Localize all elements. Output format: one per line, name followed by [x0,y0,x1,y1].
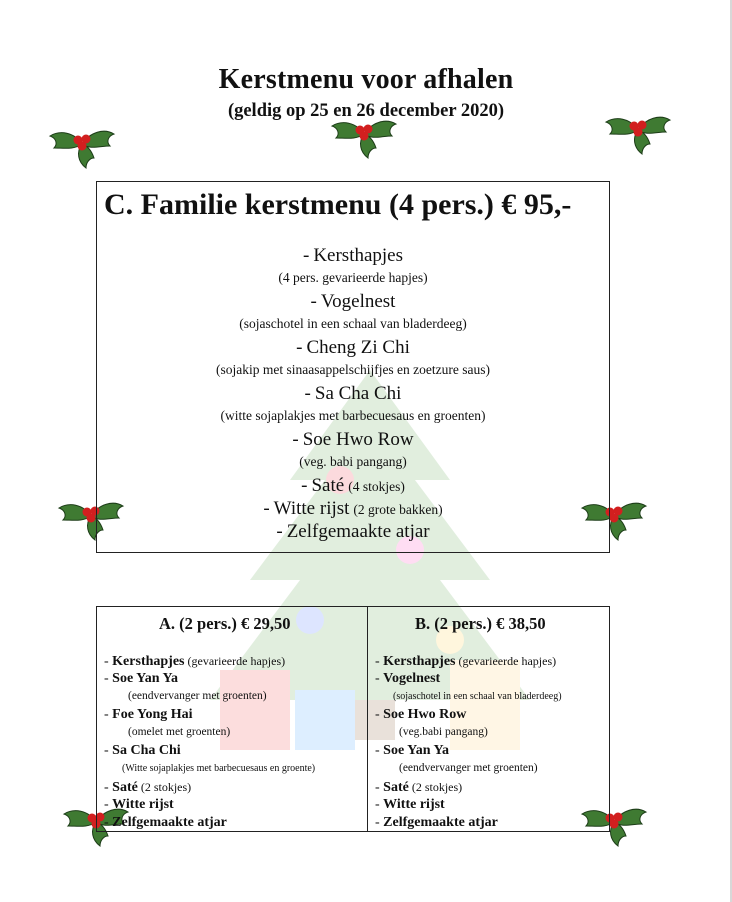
dish-description: (sojakip met sinaasappelschijfjes en zoetzure saus) [215,362,491,377]
dish-name: Witte rijst [383,797,445,812]
dish-name: Zelfgemaakte atjar [112,815,227,830]
dish-name: Soe Yan Ya [112,671,179,686]
menu-line [375,778,607,796]
holly-icon [46,118,118,170]
dish-note: (2 stokjes) [137,780,192,794]
menu-line [104,670,364,688]
dish-name: Kersthapjes [112,654,185,669]
item-dash: - [104,671,113,686]
item-dash: - [375,815,384,830]
menu-c-box [96,181,610,553]
dish-name: Soe Yan Ya [383,743,450,758]
menu-line [375,742,607,760]
menu-line [375,652,607,670]
menu-c-item [97,520,609,543]
dish-description: (sojaschotel in een schaal van bladerdeeg) [393,691,562,702]
item-dash: - [104,815,113,830]
item-dash: - [104,654,113,669]
menu-line [375,796,607,814]
item-dash: - [375,743,384,758]
item-dash: - [310,291,317,312]
dish-name: Kersthapjes [313,245,404,266]
menu-b-items [375,652,607,832]
dish-name: Saté [112,780,138,795]
item-dash: - [302,245,310,266]
menu-a-column [104,607,364,831]
dish-name: Soe Hwo Row [302,429,414,450]
menu-c-item [97,474,609,497]
menu-b-title: B. (2 pers.) € 38,50 [415,614,546,633]
item-dash: - [375,797,384,812]
dish-name: Sa Cha Chi [314,383,402,404]
dish-name: Witte rijst [273,498,350,519]
holly-icon [602,104,674,156]
dish-name: Zelfgemaakte atjar [286,521,430,542]
menu-line [104,742,364,760]
dish-name: Soe Hwo Row [383,707,467,722]
dish-description: (witte sojaplakjes met barbecuesaus en groenten) [220,408,486,423]
dish-name: Vogelnest [320,291,396,312]
item-dash: - [375,780,384,795]
item-dash: - [292,429,299,450]
dish-description: (veg.babi pangang) [399,726,488,738]
menu-line [104,652,364,670]
menu-c-item [97,428,609,451]
item-dash: - [104,743,113,758]
menu-a-title: A. (2 pers.) € 29,50 [159,614,291,633]
menu-c-item [97,497,609,520]
dish-name: Cheng Zi Chi [306,337,410,358]
menu-c-items [97,244,609,543]
menu-a-items [104,652,364,832]
item-dash: - [304,383,311,404]
menu-line [104,814,364,832]
menu-line [375,706,607,724]
dish-description: (Witte sojaplakjes met barbecuesaus en groente) [122,763,316,774]
dish-name: Saté [383,780,409,795]
dish-name: Kersthapjes [383,654,456,669]
dish-name: Witte rijst [112,797,174,812]
dish-description: (veg. babi pangang) [299,454,407,469]
menu-c-item [97,336,609,359]
dish-note: (2 grote bakken) [353,502,443,517]
menu-c-item [97,290,609,313]
item-dash: - [296,337,303,358]
dish-description: (sojaschotel in een schaal van bladerdeeg) [239,316,467,331]
dish-name: Zelfgemaakte atjar [383,815,498,830]
dish-note: (2 stokjes) [408,780,463,794]
dish-description: (omelet met groenten) [128,726,231,738]
dish-name: Vogelnest [383,671,441,686]
item-dash: - [375,707,384,722]
menu-line [104,706,364,724]
dish-description: (eendvervanger met groenten) [399,762,538,774]
holly-icon [328,108,400,160]
menu-line [375,814,607,832]
dish-name: Sa Cha Chi [112,743,181,758]
menu-ab-box [96,606,610,832]
item-dash: - [375,654,384,669]
dish-note: (gevarieerde hapjes) [455,654,557,668]
dish-name: Foe Yong Hai [112,707,193,722]
dish-name: Saté [311,475,345,496]
item-dash: - [104,797,113,812]
dish-note: (4 stokjes) [348,479,405,494]
menu-c-item [97,382,609,405]
item-dash: - [104,707,113,722]
item-dash: - [104,780,113,795]
dish-description: (eendvervanger met groenten) [128,690,267,702]
menu-line [104,778,364,796]
page-title: Kerstmenu voor afhalen [218,64,514,95]
page-subtitle: (geldig op 25 en 26 december 2020) [227,101,505,121]
menu-b-column [375,607,607,831]
item-dash: - [276,521,283,542]
item-dash: - [263,498,270,519]
menu-line [104,796,364,814]
dish-note: (gevarieerde hapjes) [184,654,286,668]
menu-c-item [97,244,609,267]
dish-description: (4 pers. gevarieerde hapjes) [278,270,428,285]
menu-line [375,670,607,688]
column-divider [367,607,368,831]
menu-c-title: C. Familie kerstmenu (4 pers.) € 95,- [104,188,572,221]
item-dash: - [301,475,308,496]
item-dash: - [375,671,384,686]
